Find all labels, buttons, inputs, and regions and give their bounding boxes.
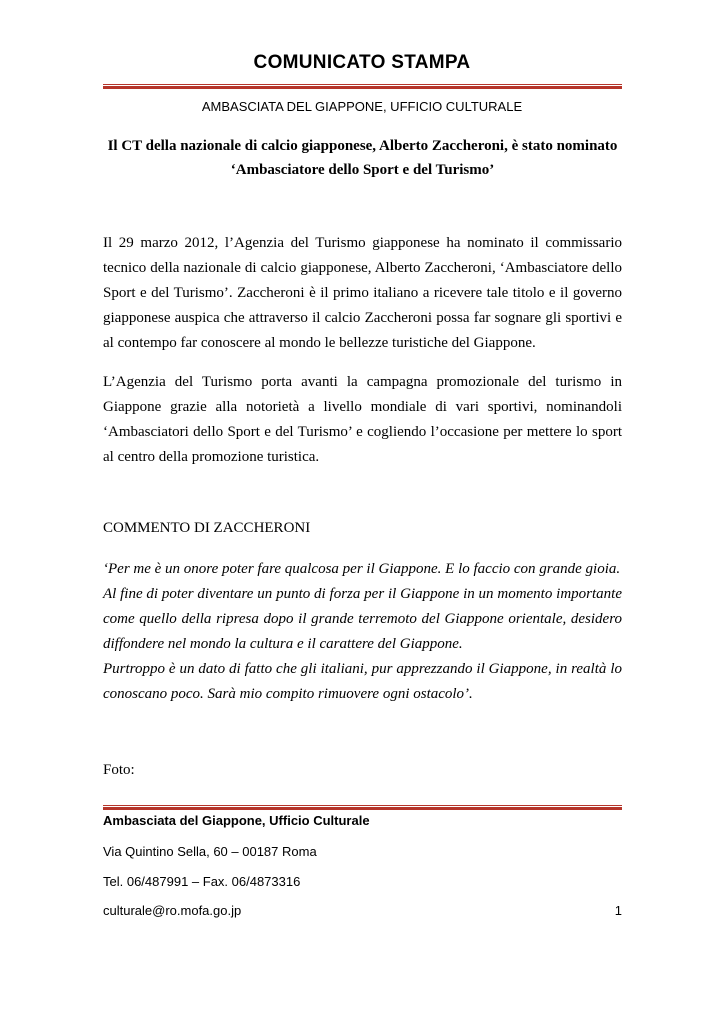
footer-organization: Ambasciata del Giappone, Ufficio Culturale <box>103 813 370 828</box>
headline-line-2: ‘Ambasciatore dello Sport e del Turismo’ <box>230 162 495 178</box>
footer-email-link[interactable]: culturale@ro.mofa.go.jp <box>103 903 242 918</box>
body-paragraph-2: L’Agenzia del Turismo porta avanti la campagna promozionale del turismo in Giappone grazie alla notorietà a livello mondiale di vari sportivi, nominandoli ‘Ambasciatori dello Sport e del Turismo’ e cogliendo l’occasione per mettere lo sport al centro della promozione turistica. <box>103 374 622 465</box>
header-divider <box>103 84 622 89</box>
header-divider-thick <box>103 86 622 89</box>
footer-divider-thick <box>103 807 622 810</box>
body-paragraph-1: Il 29 marzo 2012, l’Agenzia del Turismo giapponese ha nominato il commissario tecnico della nazionale di calcio giapponese, Alberto Zaccheroni, ‘Ambasciatore dello Sport e del Turismo’. Zaccheroni è il primo italiano a ricevere tale titolo e il governo giapponese auspica che attraverso il calcio Zaccheroni possa far sognare gli sportivi e al contempo far conoscere al mondo le bellezze turistiche del Giappone. <box>103 235 622 351</box>
quote-block <box>103 557 622 707</box>
quote-line-1: ‘Per me è un onore poter fare qualcosa per il Giappone. E lo faccio con grande gioia. <box>103 561 621 577</box>
comment-heading: COMMENTO DI ZACCHERONI <box>103 520 311 536</box>
page-title: COMUNICATO STAMPA <box>253 52 471 73</box>
page-number: 1 <box>614 903 622 918</box>
headline <box>103 134 622 182</box>
quote-line-2: Al fine di poter diventare un punto di forza per il Giappone in un momento importante come quello della ripresa dopo il grande terremoto del Giappone orientale, desidero diffondere nel mondo la cultura e il carattere del Giappone. <box>103 586 622 652</box>
quote-line-3: Purtroppo è un dato di fatto che gli italiani, pur apprezzando il Giappone, in realtà lo conoscano poco. Sarà mio compito rimuovere ogni ostacolo’. <box>103 661 622 702</box>
footer-address: Via Quintino Sella, 60 – 00187 Roma <box>103 844 317 859</box>
footer-phone: Tel. 06/487991 – Fax. 06/4873316 <box>103 874 301 889</box>
header-divider-thin <box>103 84 622 85</box>
photo-label: Foto: <box>103 762 135 778</box>
footer-divider <box>103 805 622 810</box>
organization-heading: AMBASCIATA DEL GIAPPONE, UFFICIO CULTURALE <box>201 99 523 114</box>
headline-line-1: Il CT della nazionale di calcio giapponese, Alberto Zaccheroni, è stato nominato <box>107 138 618 154</box>
footer-divider-thin <box>103 805 622 806</box>
